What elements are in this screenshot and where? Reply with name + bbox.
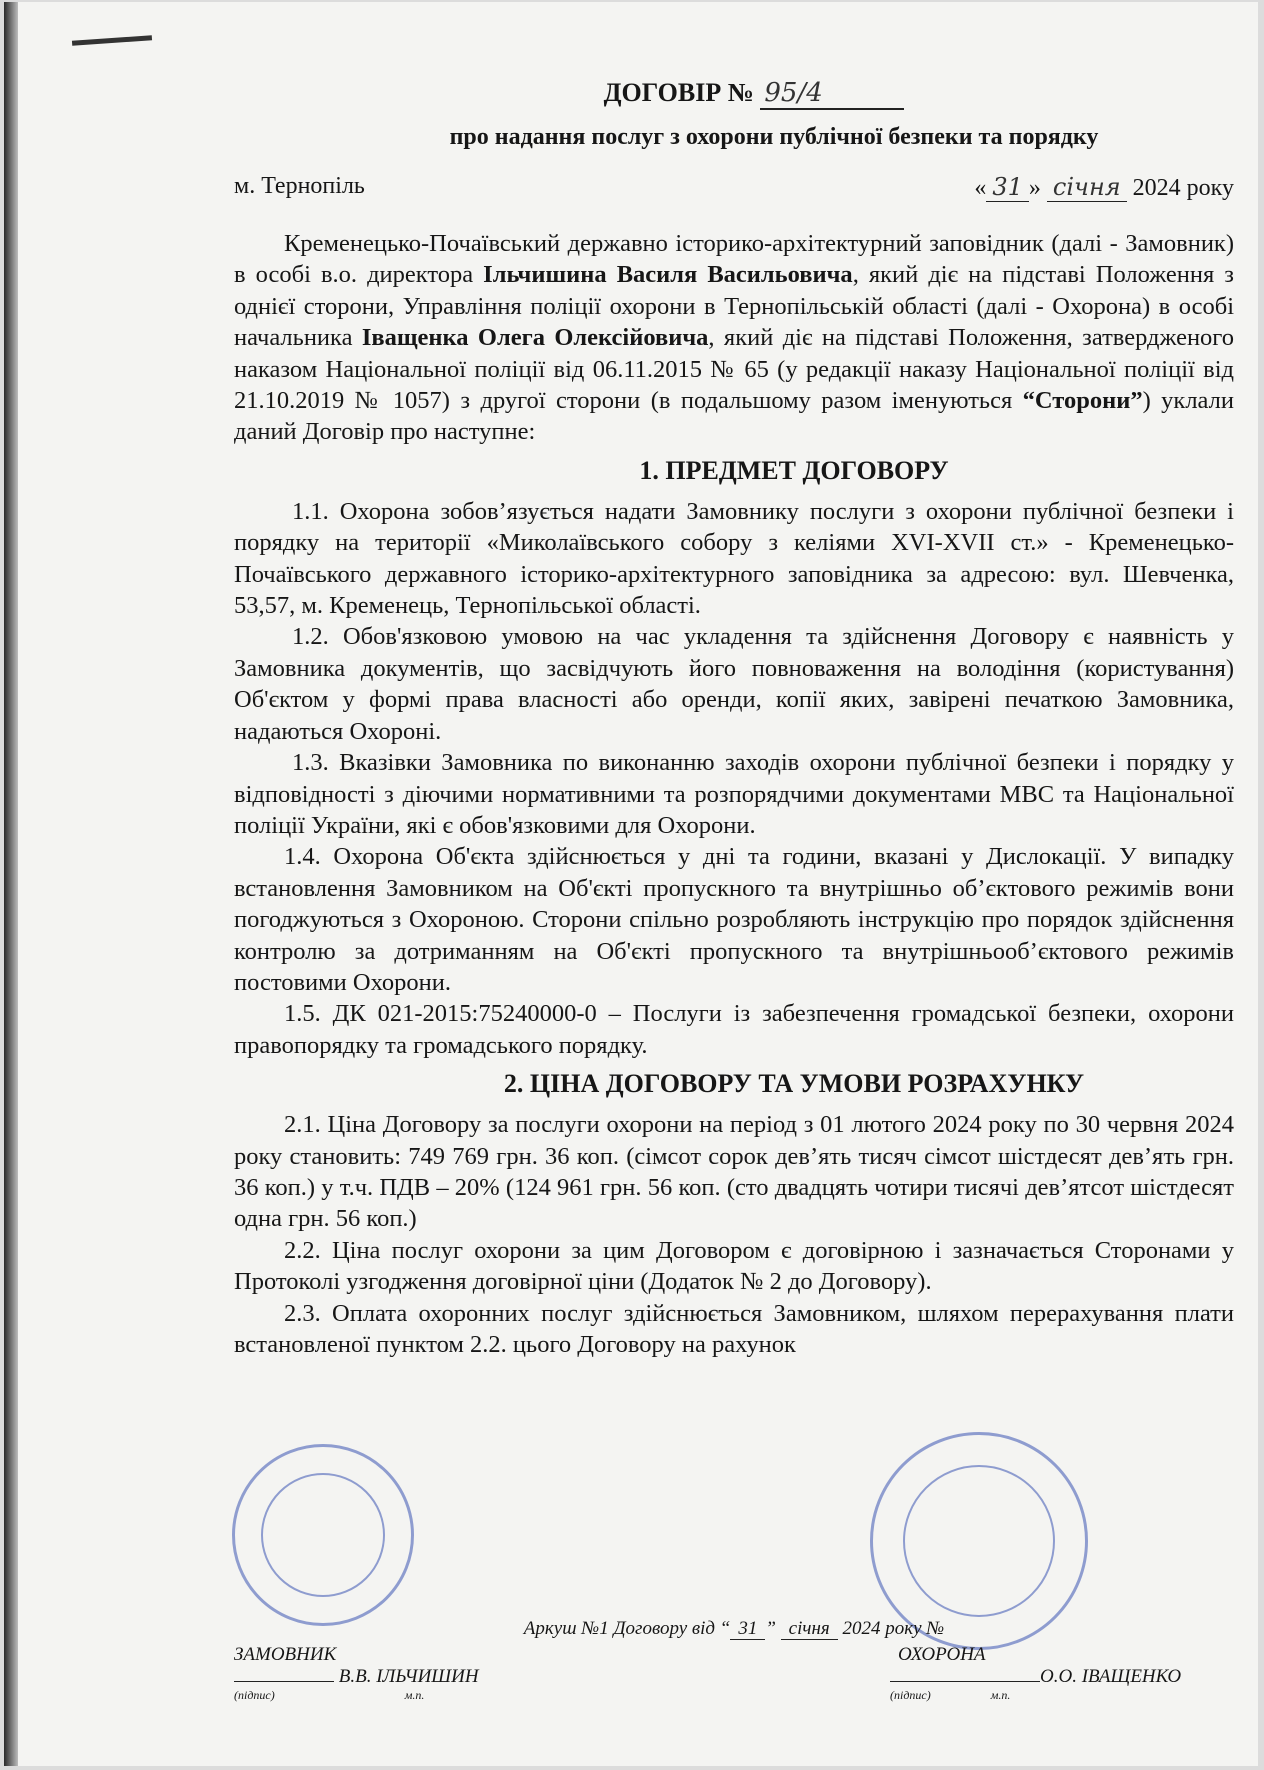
sheet-suffix: 2024 року № xyxy=(842,1618,945,1639)
sheet-mid: ” xyxy=(765,1618,776,1639)
customer-sign-caption: (підпис) xyxy=(234,1688,275,1702)
customer-stamp xyxy=(232,1444,414,1626)
sheet-month: січня xyxy=(781,1618,838,1640)
title-prefix: ДОГОВІР № xyxy=(603,78,754,107)
section-2-heading: 2. ЦІНА ДОГОВОРУ ТА УМОВИ РОЗРАХУНКУ xyxy=(503,1069,1085,1099)
customer-signature-line xyxy=(234,1681,334,1682)
page-footer xyxy=(234,1618,1234,1640)
clause-1-4: 1.4. Охорона Об'єкта здійснюється у дні та години, вказані у Дислокації. У випадку встановлення Замовником на Об'єкті пропускного та внутрішньо об’єктового режимів вони погоджуються з Охороною. Сторони спільно розробляють інструкцію про порядок здійснення контролю за дотриманням на Об'єкті пропускного та внутрішньооб’єктового режимів постовими Охорони. xyxy=(234,843,1234,996)
place: м. Тернопіль xyxy=(234,173,365,199)
preamble xyxy=(234,228,1234,448)
guard-sign-caption: (підпис) xyxy=(890,1688,931,1702)
contract-number: 95/4 xyxy=(760,78,904,110)
clause-1-3: 1.3. Вказівки Замовника по виконанню заходів охорони публічної безпеки і порядку у відповідності з діючими нормативними та розпорядчими документами МВС та Національної поліції України, які є обов'язковими для Охорони. xyxy=(234,749,1234,839)
place-date-row xyxy=(234,173,1234,202)
document-body xyxy=(234,70,1234,1360)
date-day: 31 xyxy=(986,173,1029,202)
sheet-label xyxy=(234,1618,1234,1640)
chief-name: Іващенка Олега Олексійовича xyxy=(361,324,709,352)
sheet-day: 31 xyxy=(730,1618,765,1640)
preamble-text-4: ) уклали даний Договір про наступне: xyxy=(234,387,1234,446)
guard-signature-line xyxy=(890,1681,1040,1682)
clause-2-2: 2.2. Ціна послуг охорони за цим Договором є договірною і зазначається Сторонами у Протоколі узгодження договірної ціни (Додаток № 2 до Договору). xyxy=(234,1236,1234,1296)
customer-name: В.В. ІЛЬЧИШИН xyxy=(338,1666,479,1687)
parties-term: “Сторони” xyxy=(1022,387,1143,415)
contract-date: « 31 » січня 2024 року xyxy=(974,173,1234,201)
preamble-text-1: Кременецько-Почаївський державно історико-архітектурний заповідник (далі - Замовник) в особі в.о. директора xyxy=(234,230,1234,289)
director-name: Ільчишина Василя Васильовича xyxy=(483,261,853,289)
guard-stamp-caption: м.п. xyxy=(990,1688,1011,1702)
date-year: 2024 року xyxy=(1132,175,1234,201)
scan-mark xyxy=(72,35,152,46)
customer-label: ЗАМОВНИК xyxy=(234,1644,337,1665)
scan-left-edge xyxy=(4,2,18,1766)
document-subtitle: про надання послуг з охорони публічної безпеки та порядку xyxy=(449,124,1099,150)
clause-1-5: 1.5. ДК 021-2015:75240000-0 – Послуги із забезпечення громадської безпеки, охорони правопорядку та громадського порядку. xyxy=(234,1000,1234,1059)
date-open-quote: « xyxy=(974,175,987,201)
guard-signature-block xyxy=(890,1644,1181,1703)
clause-2-1: 2.1. Ціна Договору за послуги охорони на період з 01 лютого 2024 року по 30 червня 2024 року становить: 749 769 грн. 36 коп. (сімсот сорок дев’ять тисяч сімсот шістдесят дев’ять грн. 36 коп.) у т.ч. ПДВ – 20% (124 961 грн. 56 коп. (сто двадцять чотири тисячі дев’ятсот шістдесят одна грн. 56 коп.) xyxy=(234,1111,1234,1233)
customer-stamp-caption: м.п. xyxy=(404,1688,425,1702)
preamble-text-3: , який діє на підставі Положення, затвердженого наказом Національної поліції від 06.11.2015 № 65 (у редакції наказу Національної поліції від 21.10.2019 № 1057) з другої сторони (в подальшому разом іменуються xyxy=(234,324,1234,415)
clause-1-1: 1.1. Охорона зобов’язується надати Замовнику послуги з охорони публічної безпеки і порядку на території «Миколаївського собору з келіями XVI-XVII ст.» - Кременецько-Почаївського державного історико-архітектурного заповідника за адресою: вул. Шевченка, 53,57, м. Кременець, Тернопільської області. xyxy=(234,497,1234,620)
section-1-heading: 1. ПРЕДМЕТ ДОГОВОРУ xyxy=(639,455,949,485)
customer-signature-block xyxy=(234,1644,479,1703)
preamble-text-2: , який діє на підставі Положення з однієї сторони, Управління поліції охорони в Тернопільській області (далі - Охорона) в особі начальника xyxy=(234,261,1234,352)
document-title xyxy=(234,78,1234,110)
guard-name: О.О. ІВАЩЕНКО xyxy=(1040,1666,1182,1687)
date-month: січня xyxy=(1047,173,1127,202)
guard-label: ОХОРОНА xyxy=(898,1644,986,1665)
sheet-prefix: Аркуш №1 Договору від “ xyxy=(523,1618,731,1639)
clause-2-3: 2.3. Оплата охоронних послуг здійснюється Замовником, шляхом перерахування плати встановленої пунктом 2.2. цього Договору на рахунок xyxy=(234,1299,1234,1358)
clause-1-2: 1.2. Обов'язковою умовою на час укладення та здійснення Договору є наявність у Замовника документів, що засвідчують його повноваження на володіння (користування) Об'єктом у формі права власності або оренди, копії яких, завірені печаткою Замовника, надаються Охороні. xyxy=(234,623,1234,745)
